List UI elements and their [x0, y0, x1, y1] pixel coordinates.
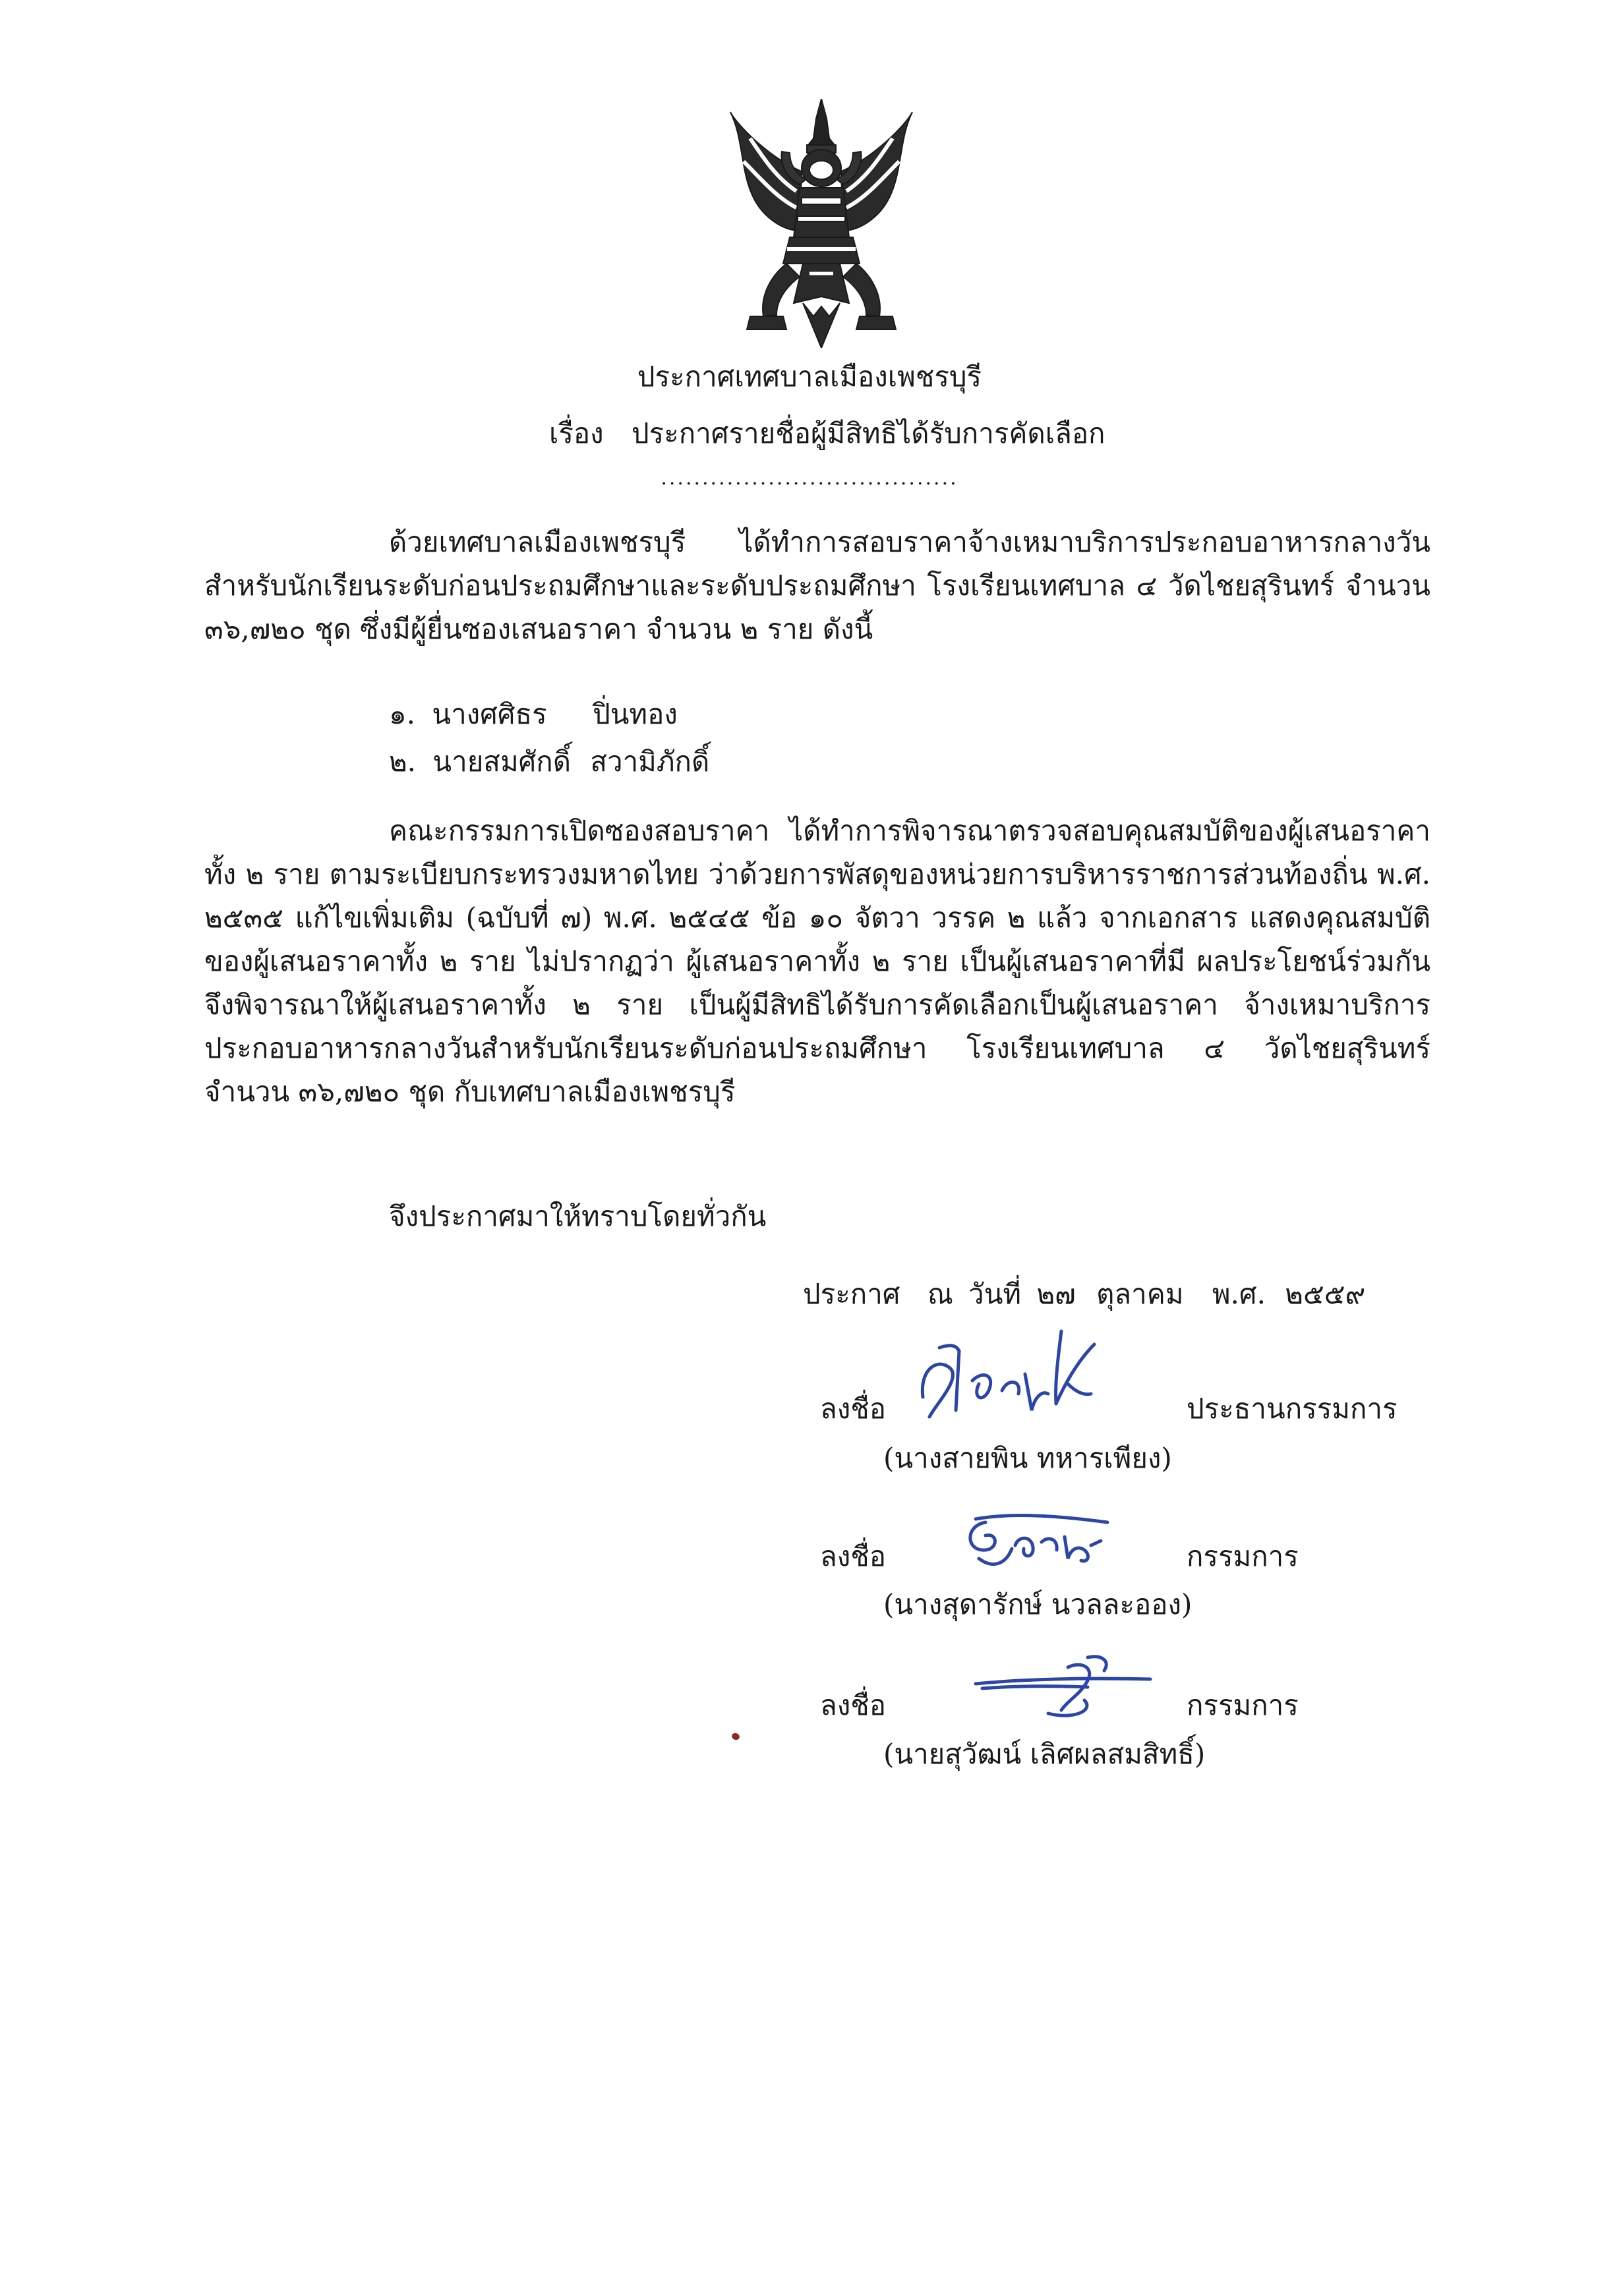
handwritten-signature — [969, 1648, 1154, 1733]
bidder-item — [389, 695, 678, 734]
findings-text: คณะกรรมการเปิดซองสอบราคา ได้ทำการพิจารณาตรวจสอบคุณสมบัติของผู้เสนอราคา ทั้ง ๒ ราย ตามระเบียบกระทรวงมหาดไทย ว่าด้วยการพัสดุของหน่วยการบริหารราชการส่วนท้องถิ่น พ.ศ. ๒๕๓๕ แก้ไขเพิ่มเติม (ฉบับที่ ๗) พ.ศ. ๒๕๔๕ ข้อ ๑๐ จัตวา วรรค ๒ แล้ว จากเอกสาร แสดงคุณสมบัติของผู้เสนอราคาทั้ง ๒ ราย ไม่ปรากฏว่า ผู้เสนอราคาทั้ง ๒ ราย เป็นผู้เสนอราคาที่มี ผลประโยชน์ร่วมกัน จึงพิจารณาให้ผู้เสนอราคาทั้ง ๒ ราย เป็นผู้มีสิทธิได้รับการคัดเลือกเป็นผู้เสนอราคา จ้างเหมาบริการประกอบอาหารกลางวันสำหรับนักเรียนระดับก่อนประถมศึกษา โรงเรียนเทศบาล ๔ วัดไชยสุรินทร์ จำนวน ๓๖,๗๒๐ ชุด กับเทศบาลเมืองเพชรบุรี — [204, 815, 1430, 1108]
date-on: ณ — [927, 1278, 953, 1310]
garuda-emblem — [724, 99, 919, 348]
date-day: ๒๗ — [1036, 1278, 1076, 1310]
date-era: พ.ศ. — [1212, 1278, 1266, 1310]
bidder-number: ๒. — [389, 745, 417, 778]
handwritten-signature — [910, 1318, 1107, 1430]
signatory-role: กรรมการ — [1187, 1689, 1299, 1721]
sign-label: ลงชื่อ — [820, 1540, 886, 1572]
header-separator: .................................... — [661, 467, 958, 490]
signatory-name: (นายสุวัฒน์ เลิศผลสมสิทธิ์) — [883, 1738, 1206, 1770]
announcement-date — [803, 1275, 1365, 1314]
findings-paragraph — [204, 809, 1430, 1114]
ink-speck — [731, 1732, 741, 1741]
sign-label: ลงชื่อ — [820, 1392, 886, 1425]
bidder-surname: ปิ่นทอง — [593, 698, 678, 730]
announcement-title: ประกาศเทศบาลเมืองเพชรบุรี — [637, 360, 982, 393]
intro-text: ด้วยเทศบาลเมืองเพชรบุรี ได้ทำการสอบราคาจ้างเหมาบริการประกอบอาหารกลางวัน สำหรับนักเรียนระดับก่อนประถมศึกษาและระดับประถมศึกษา โรงเรียนเทศบาล ๔ วัดไชยสุรินทร์ จำนวน ๓๖,๗๒๐ ชุด ซึ่งมีผู้ยื่นซองเสนอราคา จำนวน ๒ ราย ดังนี้ — [204, 526, 1430, 645]
subject-text: ประกาศรายชื่อผู้มีสิทธิได้รับการคัดเลือก — [632, 417, 1105, 449]
date-year: ๒๕๕๙ — [1285, 1278, 1366, 1310]
handwritten-signature — [959, 1509, 1117, 1582]
date-day-label: วันที่ — [968, 1278, 1022, 1310]
closing-statement: จึงประกาศมาให้ทราบโดยทั่วกัน — [389, 1200, 767, 1232]
signatory-name: (นางสายพิน ทหารเพียง) — [883, 1442, 1172, 1474]
bidder-surname: สวามิภักดิ์ — [590, 745, 710, 778]
date-label: ประกาศ — [803, 1278, 900, 1310]
bidder-name: นางศศิธร — [432, 698, 547, 730]
bidder-item — [389, 742, 709, 782]
bidder-name: นายสมศักดิ์ — [432, 745, 571, 778]
sign-label: ลงชื่อ — [820, 1689, 886, 1721]
date-month: ตุลาคม — [1096, 1278, 1184, 1310]
signatory-role: ประธานกรรมการ — [1187, 1392, 1398, 1425]
bidder-number: ๑. — [389, 698, 416, 730]
signatory-role: กรรมการ — [1187, 1540, 1299, 1572]
signatory-name: (นางสุดารักษ์ นวลละออง) — [883, 1588, 1192, 1621]
subject-label: เรื่อง — [549, 417, 604, 449]
intro-paragraph — [204, 521, 1430, 651]
